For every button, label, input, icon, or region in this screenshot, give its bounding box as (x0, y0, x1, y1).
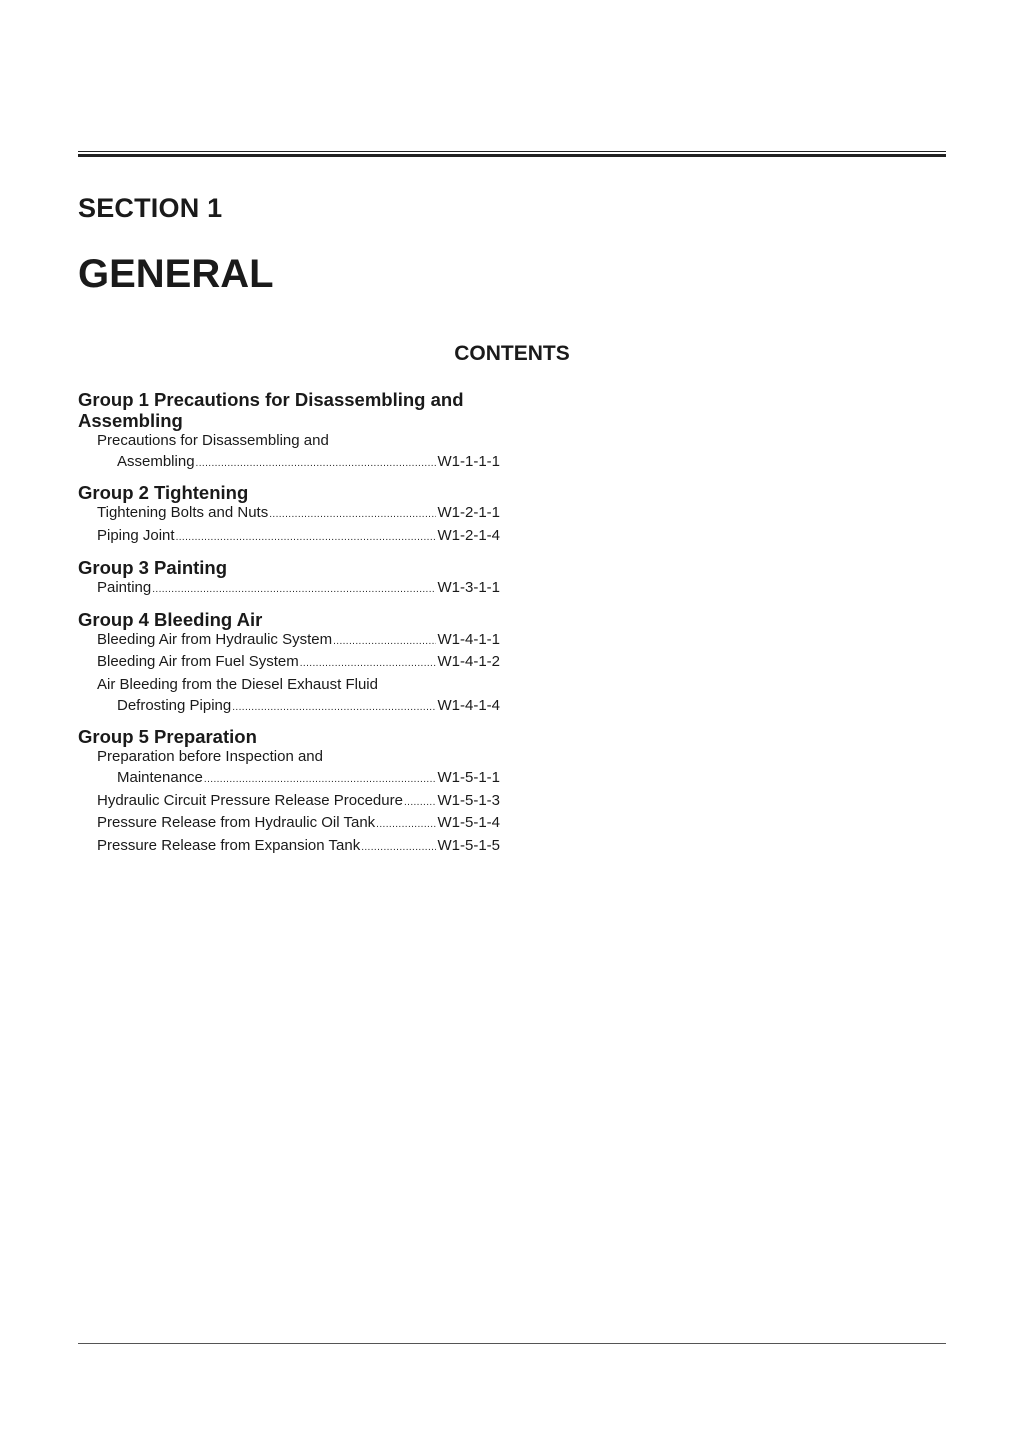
section-title: GENERAL (78, 252, 274, 296)
toc-entry-title: Tightening Bolts and Nuts (97, 504, 269, 522)
toc-entry-title: Painting (97, 578, 152, 596)
toc-entry[interactable] (78, 578, 500, 601)
toc-entry[interactable] (78, 503, 500, 526)
toc-group-title[interactable]: Group 3 Painting (78, 556, 228, 578)
toc-entry-line (97, 836, 500, 859)
toc-entry-line (97, 630, 500, 653)
toc-group-title[interactable]: Group 2 Tightening (78, 482, 249, 504)
section-label: SECTION 1 (78, 193, 223, 223)
toc-entry-first-line: Air Bleeding from the Diesel Exhaust Fluid (97, 675, 378, 693)
toc-page-number: W1-4-1-2 (437, 653, 500, 671)
toc-page-number: W1-4-1-1 (437, 630, 500, 648)
toc-group-title[interactable]: Group 5 Preparation (78, 726, 257, 748)
toc-page-number: W1-1-1-1 (437, 452, 500, 470)
toc-entry-first-line: Preparation before Inspection and (97, 748, 323, 766)
dot-leader (404, 793, 437, 814)
toc-entry-title: Bleeding Air from Fuel System (97, 653, 299, 671)
toc-entry-line (97, 503, 500, 526)
dot-leader (361, 838, 436, 859)
top-rule-thick-line (78, 154, 946, 157)
toc-entry-line (97, 813, 500, 836)
toc-group-title[interactable]: Group 1 Precautions for Disassembling and Assembling (78, 389, 464, 431)
toc-page-number: W1-3-1-1 (437, 578, 500, 596)
toc-entry-line (97, 652, 500, 675)
toc-entry-title: Pressure Release from Expansion Tank (97, 837, 361, 855)
toc-entry-title: Defrosting Piping (117, 696, 232, 714)
dot-leader (232, 698, 436, 719)
dot-leader (176, 528, 437, 549)
toc-entry[interactable] (78, 675, 500, 718)
toc-entry-line (97, 768, 500, 791)
toc-page-number: W1-2-1-4 (437, 527, 500, 545)
toc-entry[interactable] (78, 431, 500, 474)
toc-entry-line (97, 696, 500, 719)
toc-entry-line (97, 578, 500, 601)
dot-leader (333, 632, 436, 653)
bottom-rule (78, 1343, 946, 1344)
toc-group (78, 609, 500, 719)
toc-entry[interactable] (78, 652, 500, 675)
toc-entry-title: Maintenance (117, 769, 203, 787)
toc-entry-line (97, 526, 500, 549)
toc-entry-title: Piping Joint (97, 527, 175, 545)
toc-page-number: W1-5-1-4 (437, 814, 500, 832)
table-of-contents (78, 389, 500, 867)
toc-entry-title: Pressure Release from Hydraulic Oil Tank (97, 814, 376, 832)
toc-entry[interactable] (78, 630, 500, 653)
dot-leader (300, 654, 437, 675)
toc-group (78, 726, 500, 859)
toc-entry[interactable] (78, 836, 500, 859)
toc-entry[interactable] (78, 526, 500, 549)
toc-entry-line (97, 791, 500, 814)
toc-group (78, 482, 500, 548)
dot-leader (269, 505, 436, 526)
toc-group (78, 557, 500, 601)
toc-entry[interactable] (78, 747, 500, 790)
toc-page-number: W1-5-1-5 (437, 837, 500, 855)
toc-page-number: W1-2-1-1 (437, 504, 500, 522)
toc-entry-first-line: Precautions for Disassembling and (97, 432, 329, 449)
toc-page-number: W1-4-1-4 (437, 696, 500, 714)
top-rule (78, 151, 946, 158)
toc-entry[interactable] (78, 813, 500, 836)
toc-entry-title: Hydraulic Circuit Pressure Release Procedure (97, 791, 403, 809)
toc-page-number: W1-5-1-1 (437, 769, 500, 787)
toc-group-title[interactable]: Group 4 Bleeding Air (78, 608, 263, 630)
top-rule-thin-line (78, 151, 946, 152)
dot-leader (204, 770, 437, 791)
dot-leader (376, 815, 436, 836)
toc-page-number: W1-5-1-3 (437, 791, 500, 809)
toc-entry-title: Assembling (117, 452, 195, 470)
contents-heading: CONTENTS (454, 342, 570, 365)
dot-leader (152, 580, 436, 601)
toc-entry-title: Bleeding Air from Hydraulic System (97, 630, 333, 648)
toc-group (78, 389, 500, 474)
dot-leader (196, 454, 437, 475)
toc-entry[interactable] (78, 791, 500, 814)
toc-entry-line (97, 452, 500, 475)
